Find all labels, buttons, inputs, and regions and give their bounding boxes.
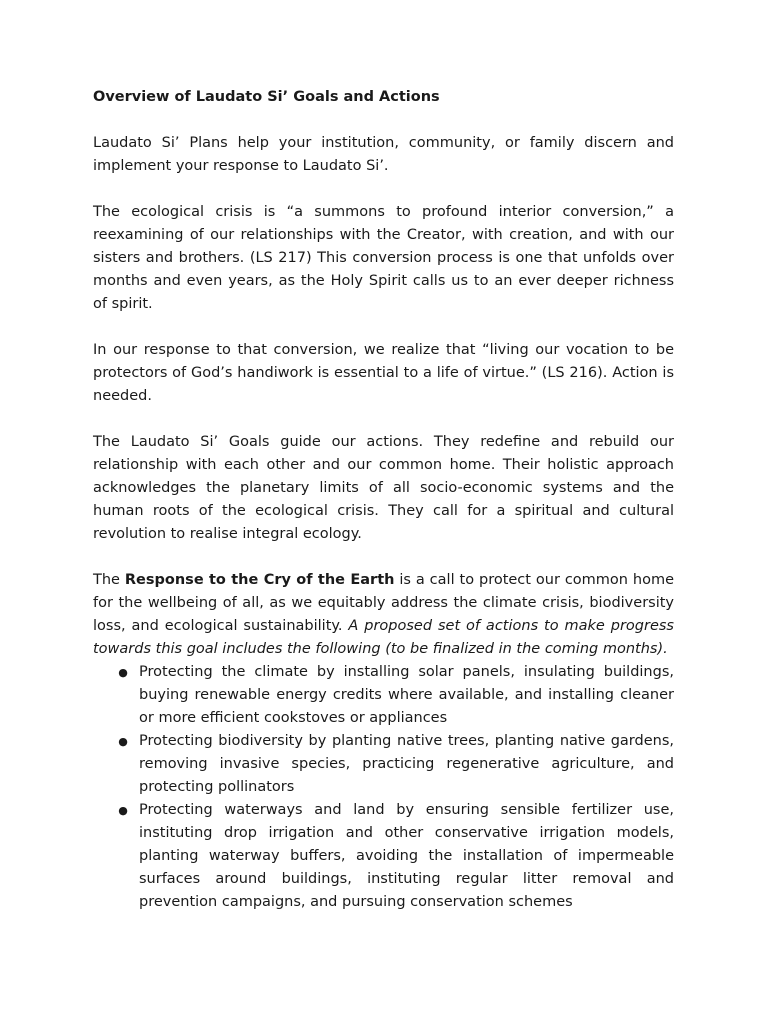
list-item: [118, 799, 674, 914]
goals-paragraph: The Laudato Si’ Goals guide our actions. They redefine and rebuild our relationship with each other and our common home. Their holistic approach acknowledges the planetary limits of all socio-economic systems and the human roots of the ecological crisis. They call for a spiritual and cultural revolution to realise integral ecology.: [93, 434, 674, 542]
list-item-text: Protecting waterways and land by ensuring sensible fertilizer use, instituting drop irrigation and other conservative irrigation models, planting waterway buffers, avoiding the installation of impermeable surfaces around buildings, instituting regular litter removal and prevention campaigns, and pursuing conservation schemes: [139, 802, 674, 910]
bullet-icon: ●: [118, 666, 128, 679]
goal-description: is a call to protect our common home for the wellbeing of all, as we equitably address the climate crisis, biodiversity loss, and ecological sustainability.: [93, 572, 674, 634]
goal-lead-text: The: [93, 572, 125, 588]
intro-paragraph: Laudato Si’ Plans help your institution, community, or family discern and implement your response to Laudato Si’.: [93, 135, 674, 174]
document-title: Overview of Laudato Si’ Goals and Actions: [93, 89, 440, 105]
response-paragraph: In our response to that conversion, we realize that “living our vocation to be protectors of God’s handiwork is essential to a life of virtue.” (LS 216). Action is needed.: [93, 342, 674, 404]
bullet-icon: ●: [118, 804, 128, 817]
list-item: [118, 661, 674, 730]
bullet-icon: ●: [118, 735, 128, 748]
conversion-paragraph: The ecological crisis is “a summons to profound interior conversion,” a reexamining of our relationships with the Creator, with creation, and with our sisters and brothers. (LS 217) This conversion process is one that unfolds over months and even years, as the Holy Spirit calls us to an ever deeper richness of spirit.: [93, 204, 674, 312]
list-item-text: Protecting biodiversity by planting native trees, planting native gardens, removing invasive species, practicing regenerative agriculture, and protecting pollinators: [139, 733, 674, 795]
goal-actions-intro: A proposed set of actions to make progress towards this goal includes the following (to be finalized in the coming months).: [93, 618, 674, 657]
actions-list: [93, 661, 674, 914]
goal-name: Response to the Cry of the Earth: [124, 572, 395, 588]
list-item-text: Protecting the climate by installing solar panels, insulating buildings, buying renewable energy credits where available, and installing cleaner or more efficient cookstoves or appliances: [139, 664, 674, 726]
list-item: [118, 730, 674, 799]
cry-of-earth-paragraph: [93, 569, 674, 661]
